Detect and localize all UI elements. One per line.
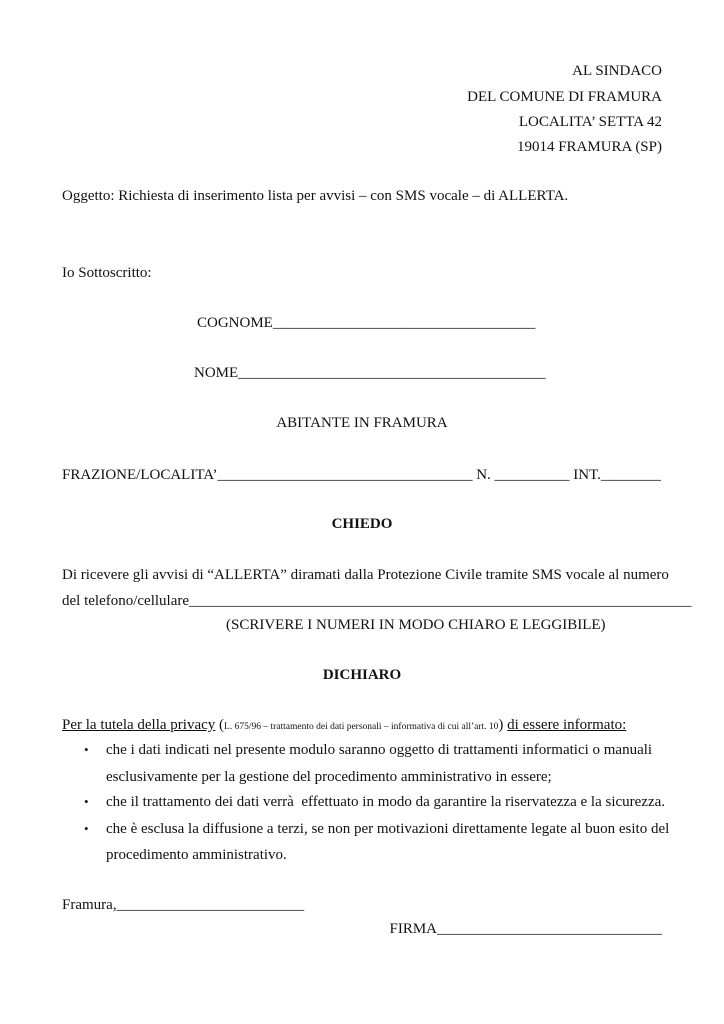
declaration-item-1-line-1: che i dati indicati nel presente modulo saranno oggetto di trattamenti informatici o manuali	[106, 742, 653, 758]
request-text-line-1: Di ricevere gli avvisi di “ALLERTA” diramati dalla Protezione Civile tramite SMS vocale al numero	[62, 567, 669, 583]
place-date-field[interactable]: Framura,_________________________	[62, 897, 305, 913]
declaration-item-3-line-2: procedimento amministrativo.	[106, 847, 287, 863]
intro-label: Io Sottoscritto:	[62, 265, 152, 281]
privacy-tail: di essere informato:	[507, 717, 627, 733]
declaration-item-1-line-2: esclusivamente per la gestione del procedimento amministrativo in essere;	[106, 769, 552, 785]
privacy-lead: Per la tutela della privacy	[62, 717, 216, 733]
signature-field[interactable]: FIRMA______________________________	[389, 921, 662, 937]
bullet-icon: •	[84, 821, 89, 836]
recipient-line-2: DEL COMUNE DI FRAMURA	[467, 89, 662, 105]
recipient-line-4: 19014 FRAMURA (SP)	[516, 139, 662, 155]
resident-label: ABITANTE IN FRAMURA	[276, 415, 448, 431]
surname-field[interactable]: COGNOME___________________________________	[197, 315, 536, 331]
phone-field[interactable]: del telefono/cellulare___________________________________________________________________	[62, 593, 692, 609]
request-note: (SCRIVERE I NUMERI IN MODO CHIARO E LEGGIBILE)	[226, 617, 606, 633]
declaration-item-3-line-1: che è esclusa la diffusione a terzi, se non per motivazioni direttamente legate al buon esito del	[106, 821, 670, 837]
privacy-law-reference: L. 675/96 – trattamento dei dati personali – informativa di cui all’art. 10	[224, 722, 499, 732]
declaration-heading: DICHIARO	[322, 667, 402, 683]
privacy-paren-open: (	[215, 717, 225, 733]
recipient-line-3: LOCALITA’ SETTA 42	[518, 114, 662, 130]
subject-line: Oggetto: Richiesta di inserimento lista per avvisi – con SMS vocale – di ALLERTA.	[62, 188, 569, 204]
locality-field[interactable]: FRAZIONE/LOCALITA’__________________________________ N. __________ INT.________	[62, 467, 661, 483]
request-heading: CHIEDO	[331, 516, 393, 532]
privacy-statement	[62, 716, 626, 736]
bullet-icon: •	[84, 742, 89, 757]
declaration-item-2: che il trattamento dei dati verrà effettuato in modo da garantire la riservatezza e la sicurezza.	[106, 794, 666, 810]
bullet-icon: •	[84, 794, 89, 809]
name-field[interactable]: NOME_________________________________________	[194, 365, 546, 381]
privacy-paren-close: )	[498, 717, 508, 733]
recipient-line-1: AL SINDACO	[572, 63, 662, 79]
